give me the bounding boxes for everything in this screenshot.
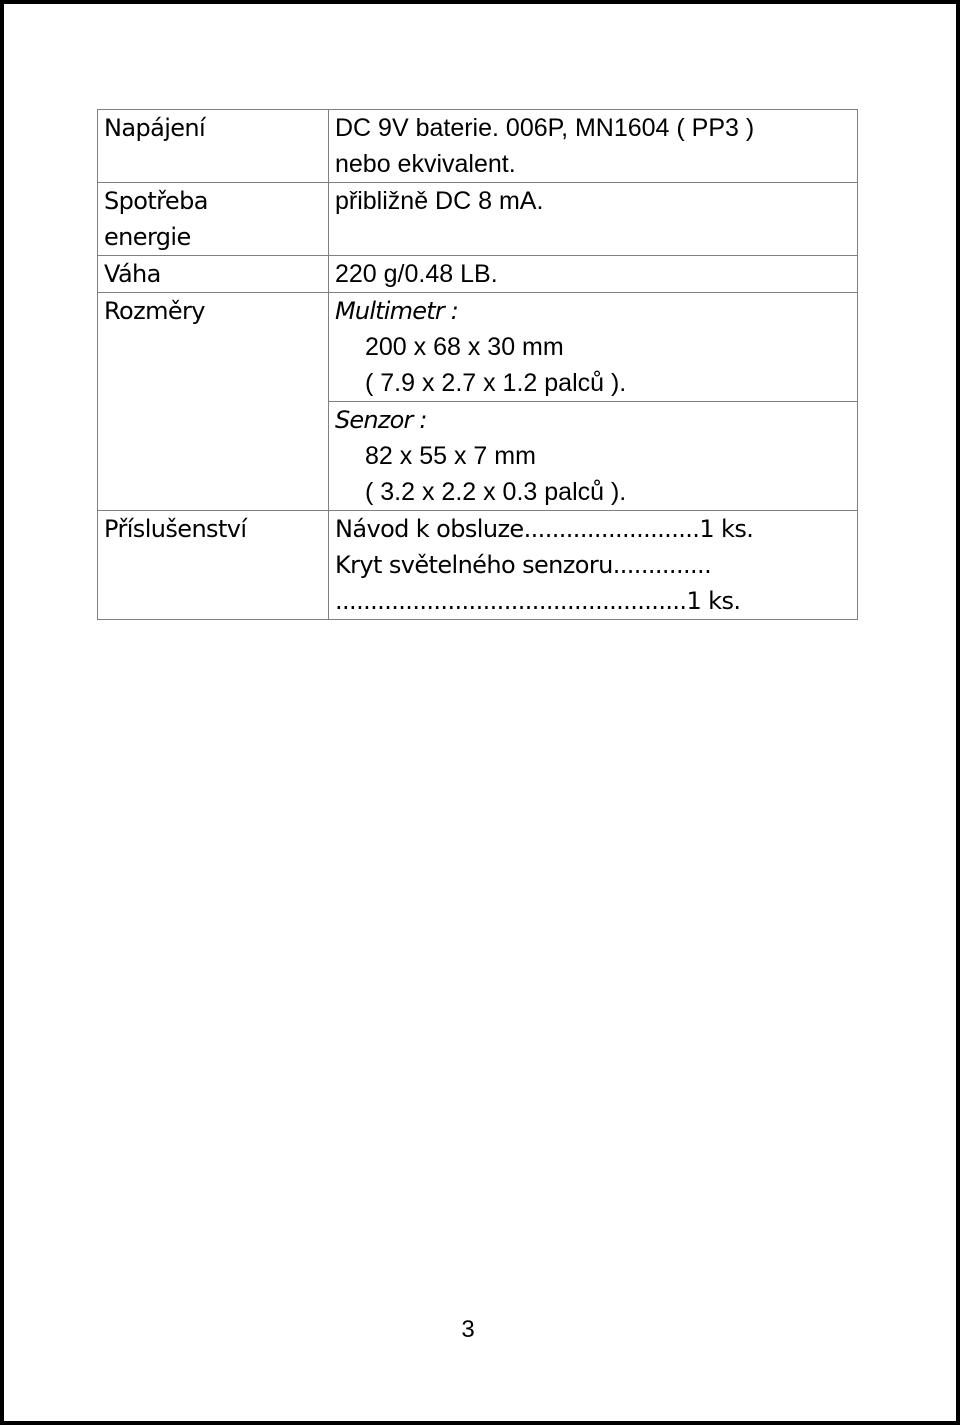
power-value-line2: nebo ekvivalent. xyxy=(335,150,516,178)
specifications-table xyxy=(97,109,858,620)
meter-size-mm: 200 x 68 x 30 mm xyxy=(365,333,564,361)
power-value xyxy=(329,110,858,183)
consumption-label xyxy=(98,183,329,256)
consumption-value-text: přibližně DC 8 mA. xyxy=(335,187,544,215)
spec-row-power xyxy=(98,110,858,183)
meter-dimensions xyxy=(329,293,858,402)
consumption-label-line1: Spotřeba xyxy=(104,187,208,215)
consumption-label-line2: energie xyxy=(104,223,191,251)
spec-row-dimensions-meter xyxy=(98,293,858,402)
spec-row-accessories xyxy=(98,511,858,620)
meter-heading: Multimetr : xyxy=(335,297,459,325)
accessory-manual: Návod k obsluze.........................1 ks. xyxy=(335,515,754,543)
dimensions-label: Rozměry xyxy=(98,293,329,511)
sensor-size-mm: 82 x 55 x 7 mm xyxy=(365,442,536,470)
accessories-label: Příslušenství xyxy=(98,511,329,620)
accessory-sensor-cover-line2: ..................................................1 ks. xyxy=(335,587,741,615)
weight-label: Váha xyxy=(98,256,329,293)
sensor-size-in: ( 3.2 x 2.2 x 0.3 palců ). xyxy=(365,478,627,506)
weight-value: 220 g/0.48 LB. xyxy=(329,256,858,293)
spec-row-consumption xyxy=(98,183,858,256)
accessory-sensor-cover-line1: Kryt světelného senzoru.............. xyxy=(335,551,712,579)
power-label: Napájení xyxy=(98,110,329,183)
meter-size-in: ( 7.9 x 2.7 x 1.2 palců ). xyxy=(365,369,627,397)
power-value-line1: DC 9V baterie. 006P, MN1604 ( PP3 ) xyxy=(335,114,755,142)
sensor-dimensions xyxy=(329,402,858,511)
page-number: 3 xyxy=(461,1316,475,1343)
sensor-heading: Senzor : xyxy=(335,406,427,434)
spec-row-weight xyxy=(98,256,858,293)
consumption-value xyxy=(329,183,858,256)
accessories-value xyxy=(329,511,858,620)
